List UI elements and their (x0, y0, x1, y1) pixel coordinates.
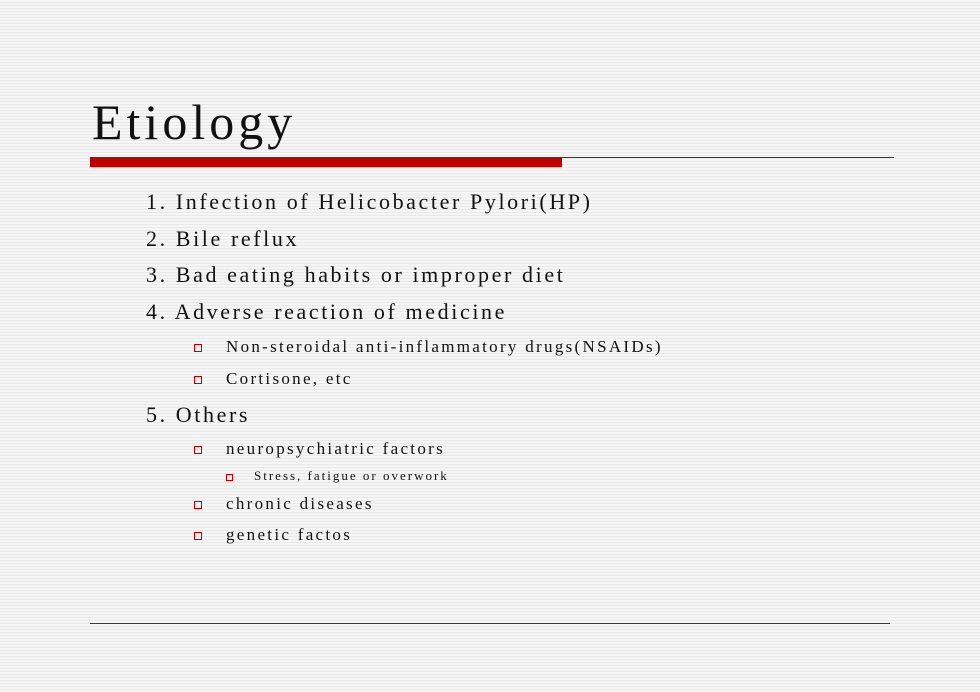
list-item-others: 5. Others (146, 402, 251, 427)
slide-title: Etiology (92, 94, 297, 150)
hollow-square-bullet-icon (194, 532, 202, 540)
hollow-square-bullet-icon (194, 501, 202, 509)
list-subitem-chronic-diseases: chronic diseases (226, 494, 374, 513)
list-subsubitem-stress: Stress, fatigue or overwork (254, 468, 449, 483)
footer-divider (90, 623, 890, 624)
list-item-bile-reflux: 2. Bile reflux (146, 226, 300, 251)
list-subitem-nsaids: Non-steroidal anti-inflammatory drugs(NSAIDs) (226, 337, 663, 356)
hollow-square-bullet-icon (194, 446, 202, 454)
hollow-square-bullet-icon (226, 474, 233, 481)
hollow-square-bullet-icon (194, 376, 202, 384)
list-item-adverse-reaction: 4. Adverse reaction of medicine (146, 299, 507, 324)
list-item-infection: 1. Infection of Helicobacter Pylori(HP) (146, 189, 593, 214)
list-item-eating-habits: 3. Bad eating habits or improper diet (146, 262, 566, 287)
list-subitem-cortisone: Cortisone, etc (226, 369, 353, 388)
list-subitem-neuropsychiatric: neuropsychiatric factors (226, 439, 445, 458)
list-subitem-genetic-factors: genetic factos (226, 525, 353, 544)
hollow-square-bullet-icon (194, 344, 202, 352)
